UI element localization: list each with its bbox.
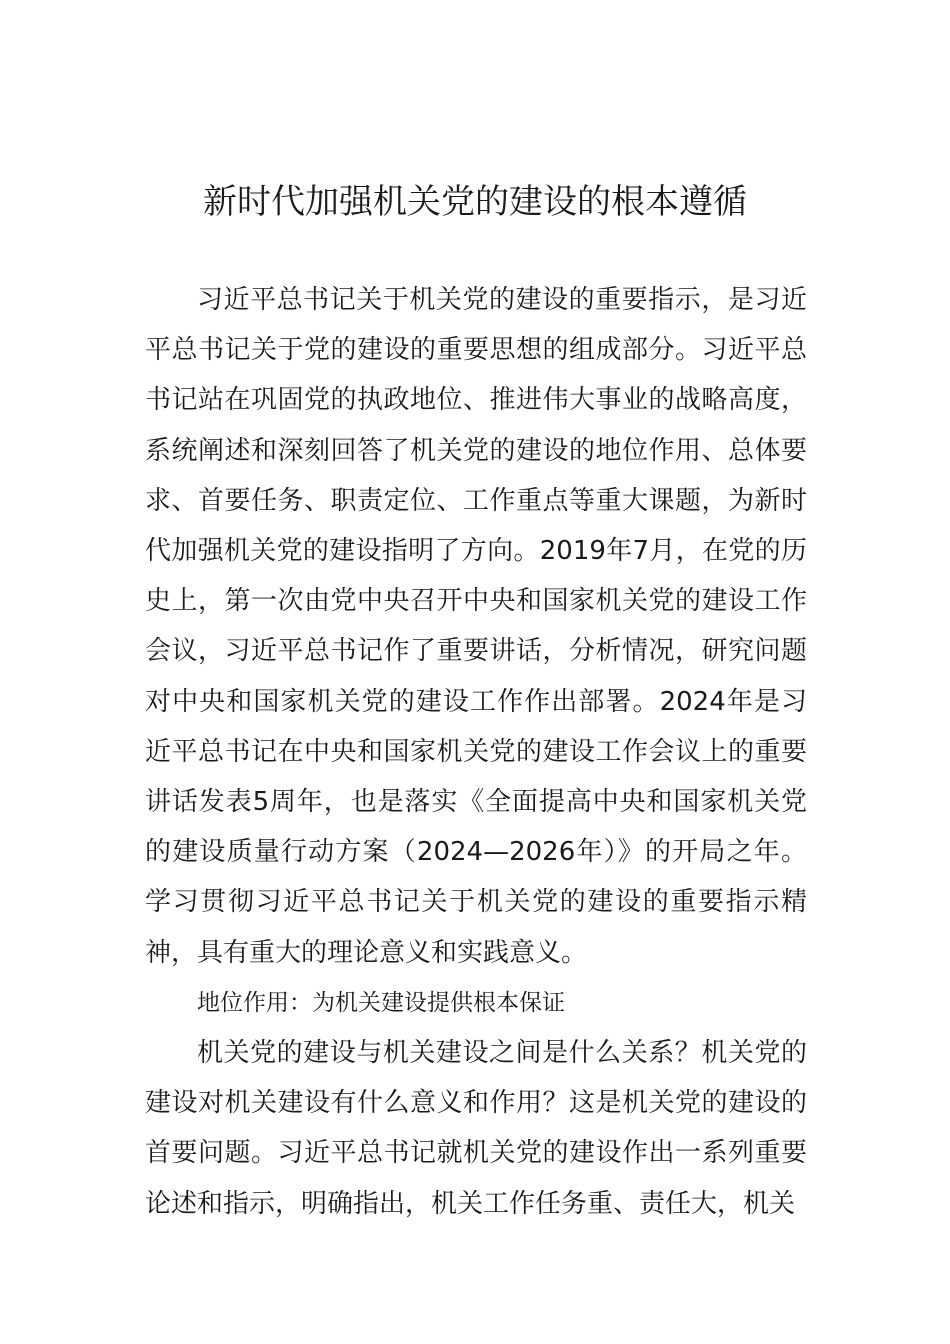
document-title: 新时代加强机关党的建设的根本遵循 <box>203 182 747 222</box>
section-paragraph: 机关党的建设与机关建设之间是什么关系？机关党的建设对机关建设有什么意义和作用？这是机关党的建设的首要问题。习近平总书记就机关党的建设作出一系列重要论述和指示，明确指出，机关工作任务重、责任大，机关 <box>145 1038 807 1219</box>
intro-paragraph: 习近平总书记关于机关党的建设的重要指示，是习近平总书记关于党的建设的重要思想的组成部分。习近平总书记站在巩固党的执政地位、推进伟大事业的战略高度，系统阐述和深刻回答了机关党的建设的地位作用、总体要求、首要任务、职责定位、工作重点等重大课题，为新时代加强机关党的建设指明了方向。2019年7月，在党的历史上，第一次由党中央召开中央和国家机关党的建设工作会议，习近平总书记作了重要讲话，分析情况，研究问题对中央和国家机关党的建设工作作出部署。2024年是习近平总书记在中央和国家机关党的建设工作会议上的重要讲话发表5周年，也是落实《全面提高中央和国家机关党的建设质量行动方案（2024—2026年）》的开局之年。学习贯彻习近平总书记关于机关党的建设的重要指示精神，具有重大的理论意义和实践意义。 <box>145 285 807 968</box>
section-heading: 地位作用：为机关建设提供根本保证 <box>197 989 565 1016</box>
document-body <box>145 275 807 1229</box>
